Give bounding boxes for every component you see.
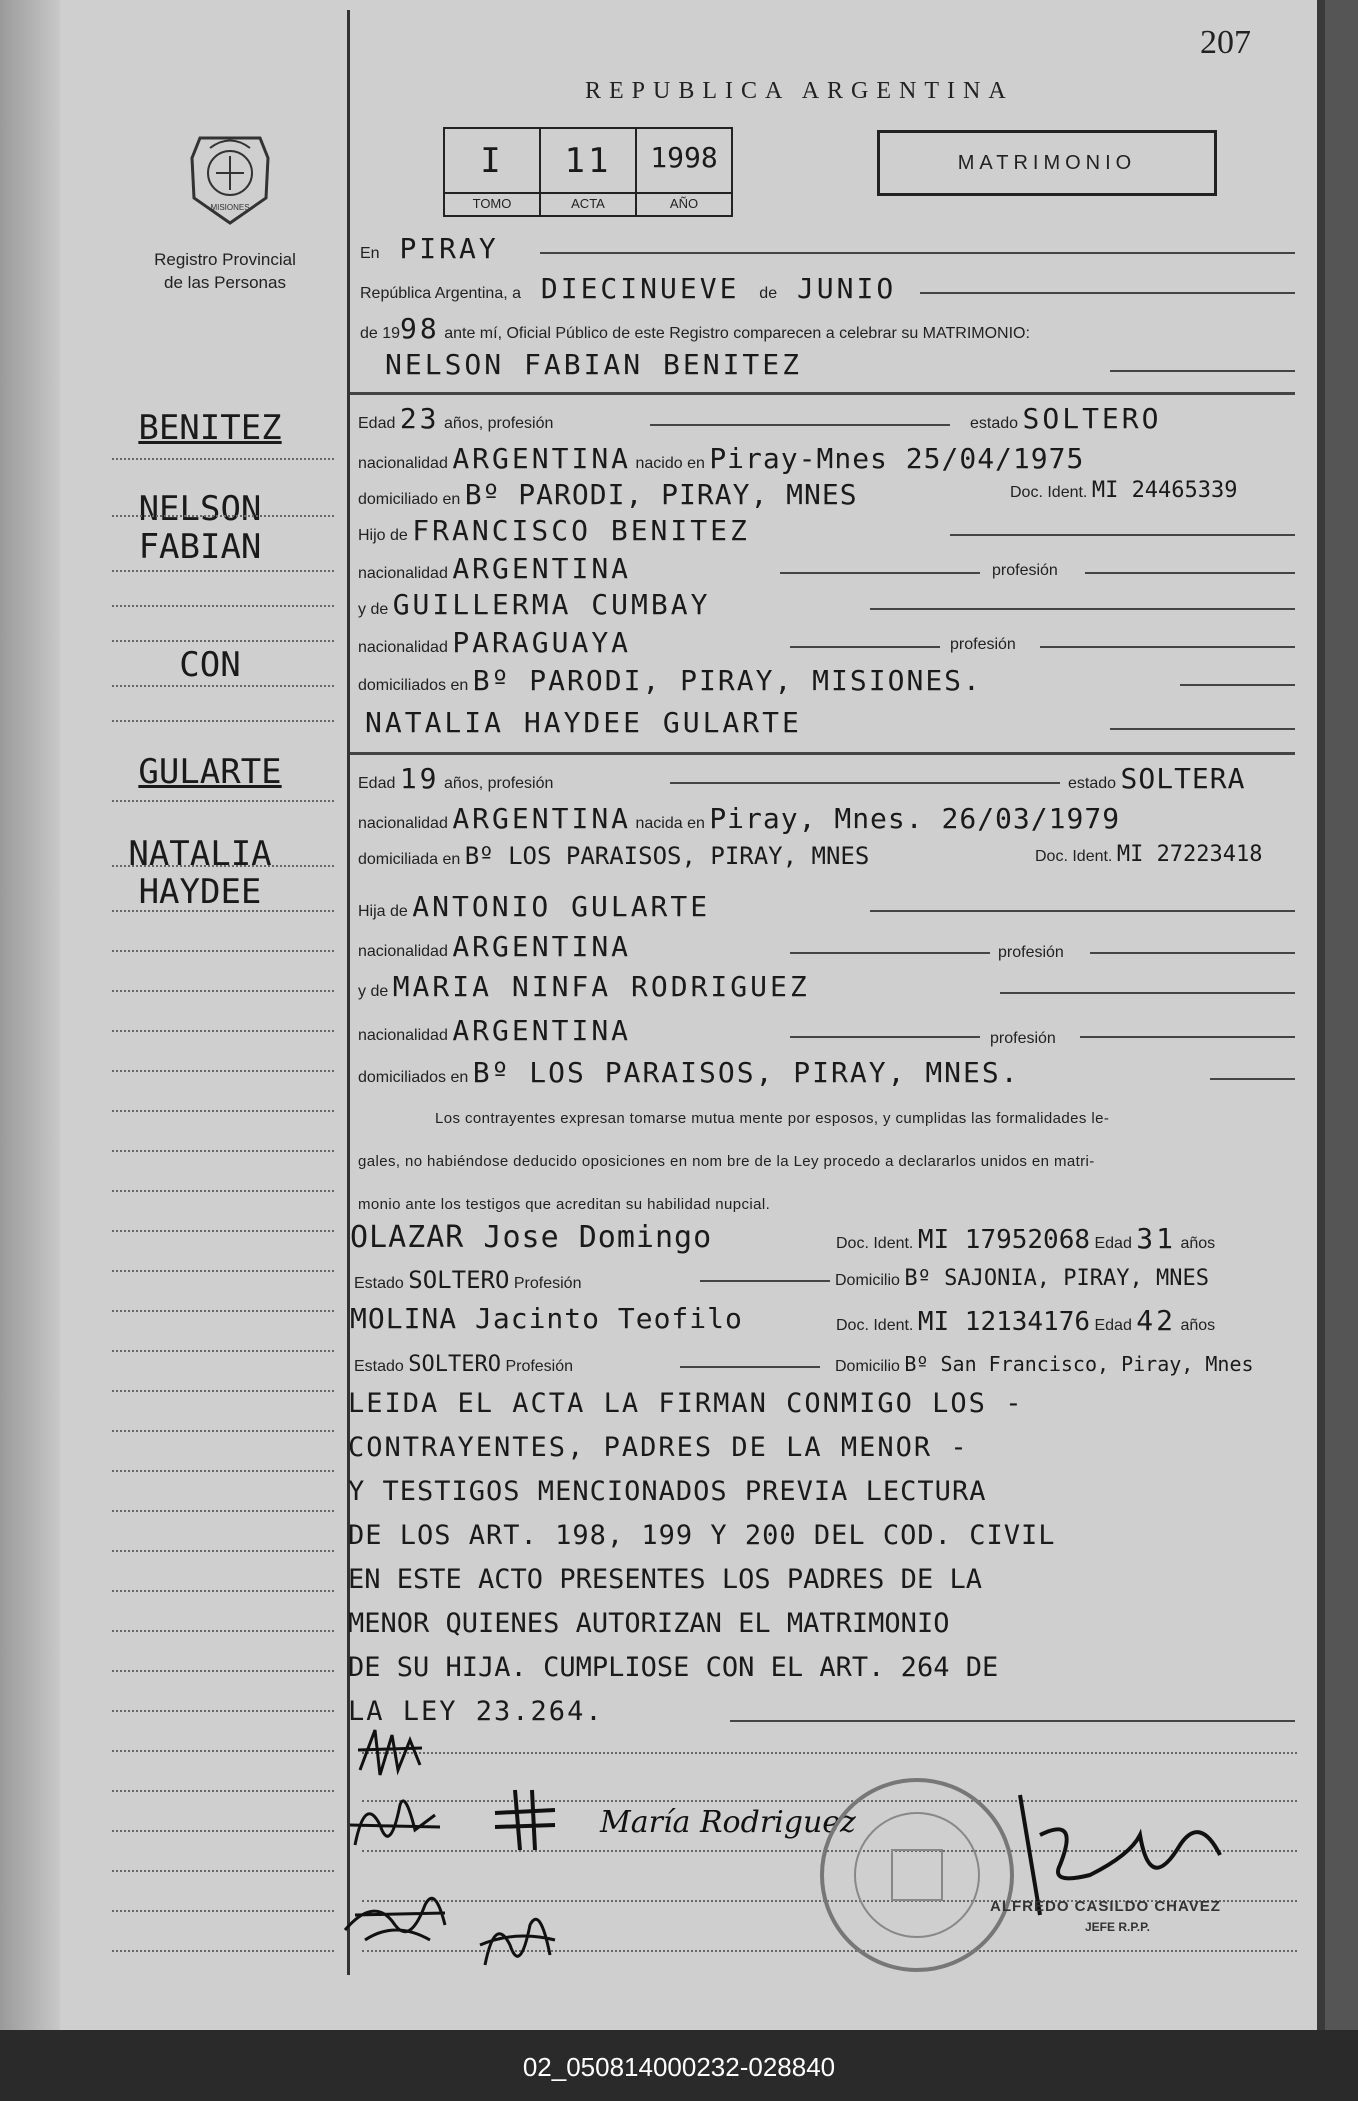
signature-scribble bbox=[345, 1785, 445, 1865]
declaration-line-3: monio ante los testigos que acreditan su habilidad nupcial. bbox=[358, 1196, 771, 1213]
signature-scribble bbox=[335, 1875, 455, 1955]
witness-2-doc-line: Doc. Ident. MI 12134176 Edad 42 años bbox=[836, 1304, 1216, 1337]
official-title: JEFE R.P.P. bbox=[1085, 1920, 1150, 1934]
groom-given-names: NELSON FABIAN bbox=[138, 489, 262, 567]
official-name: ALFREDO CASILDO CHAVEZ bbox=[990, 1898, 1221, 1915]
bride-age-line: Edad 19 años, profesión bbox=[358, 762, 554, 795]
witness-1-name: OLAZAR Jose Domingo bbox=[350, 1220, 713, 1255]
signature-scribble bbox=[470, 1895, 560, 1985]
bride-mother-profession-label: profesión bbox=[990, 1030, 1056, 1047]
groom-father-profession-label: profesión bbox=[992, 562, 1058, 579]
registry-label: Registro Provincial de las Personas bbox=[154, 250, 296, 292]
tomo-cell: I TOMO bbox=[445, 129, 541, 215]
groom-marital-status: estado SOLTERO bbox=[970, 402, 1162, 435]
groom-mother-line: y de GUILLERMA CUMBAY bbox=[358, 588, 711, 621]
witness-2-status-line: Estado SOLTERO Profesión bbox=[354, 1352, 574, 1377]
note-line: LEIDA EL ACTA LA FIRMAN CONMIGO LOS - bbox=[348, 1388, 1024, 1419]
groom-mother-nationality: nacionalidad PARAGUAYA bbox=[358, 626, 632, 659]
anio-cell: 1998 AÑO bbox=[637, 129, 731, 215]
note-line: DE LOS ART. 198, 199 Y 200 DEL COD. CIVIL bbox=[348, 1520, 1056, 1551]
note-line: LA LEY 23.264. bbox=[348, 1696, 604, 1727]
note-line: EN ESTE ACTO PRESENTES LOS PADRES DE LA bbox=[348, 1564, 982, 1595]
groom-mother-profession-label: profesión bbox=[950, 636, 1016, 653]
place-line: En PIRAY bbox=[360, 232, 499, 265]
bride-address-line: domiciliada en Bº LOS PARAISOS, PIRAY, MNES bbox=[358, 842, 870, 870]
connector-word: CON bbox=[179, 645, 241, 685]
scan-filename: 02_050814000232-028840 bbox=[522, 2052, 836, 2082]
date-line: República Argentina, a DIECINUEVE de JUNIO bbox=[360, 272, 897, 305]
groom-father-nationality: nacionalidad ARGENTINA bbox=[358, 552, 632, 585]
reference-box bbox=[443, 127, 733, 217]
svg-text:MISIONES: MISIONES bbox=[210, 203, 250, 212]
official-seal-icon bbox=[812, 1770, 1022, 1980]
witness-1-address-line: Domicilio Bº SAJONIA, PIRAY, MNES bbox=[835, 1266, 1209, 1291]
country-heading: REPUBLICA ARGENTINA bbox=[585, 78, 1014, 104]
book-spine bbox=[0, 0, 60, 2030]
bride-given-names: NATALIA HAYDEE bbox=[128, 834, 272, 912]
groom-parents-address: domiciliados en Bº PARODI, PIRAY, MISIONES. bbox=[358, 664, 982, 697]
declaration-line-2: gales, no habiéndose deducido oposiciones en nom bre de la Ley procedo a declararlos unidos en matri- bbox=[358, 1153, 1095, 1170]
note-line: Y TESTIGOS MENCIONADOS PREVIA LECTURA bbox=[348, 1476, 987, 1507]
bride-mother-nationality: nacionalidad ARGENTINA bbox=[358, 1014, 632, 1047]
witness-2-name: MOLINA Jacinto Teofilo bbox=[350, 1302, 743, 1335]
note-line: DE SU HIJA. CUMPLIOSE CON EL ART. 264 DE bbox=[348, 1652, 999, 1683]
groom-full-name: NELSON FABIAN BENITEZ bbox=[385, 348, 803, 381]
groom-age-line: Edad 23 años, profesión bbox=[358, 402, 554, 435]
witness-2-address-line: Domicilio Bº San Francisco, Piray, Mnes bbox=[835, 1352, 1254, 1376]
bride-marital-status: estado SOLTERA bbox=[1068, 762, 1246, 795]
acta-cell: 11 ACTA bbox=[541, 129, 637, 215]
groom-surname: BENITEZ bbox=[138, 408, 282, 448]
bride-doc-line: Doc. Ident. MI 27223418 bbox=[1035, 842, 1263, 867]
bride-father-nationality: nacionalidad ARGENTINA bbox=[358, 930, 632, 963]
mother-signature: María Rodriguez bbox=[600, 1805, 856, 1840]
witness-1-status-line: Estado SOLTERO Profesión bbox=[354, 1266, 582, 1294]
bride-father-profession-label: profesión bbox=[998, 944, 1064, 961]
bride-parents-address: domiciliados en Bº LOS PARAISOS, PIRAY, MNES. bbox=[358, 1056, 1020, 1089]
groom-address-line: domiciliado en Bº PARODI, PIRAY, MNES bbox=[358, 478, 858, 511]
signature-scribble bbox=[350, 1720, 430, 1790]
note-line: MENOR QUIENES AUTORIZAN EL MATRIMONIO bbox=[348, 1608, 950, 1639]
book-edge bbox=[1325, 0, 1358, 2030]
bride-nationality-line: nacionalidad ARGENTINA nacida en Piray, Mnes. 26/03/1979 bbox=[358, 802, 1121, 835]
declaration-line-1: Los contrayentes expresan tomarse mutua mente por esposos, y cumplidas las formalidades le- bbox=[435, 1110, 1110, 1127]
coat-of-arms-icon bbox=[180, 128, 280, 228]
signature-cross bbox=[490, 1785, 560, 1855]
document-type-box: MATRIMONIO bbox=[877, 130, 1217, 196]
groom-father-line: Hijo de FRANCISCO BENITEZ bbox=[358, 514, 750, 547]
note-line: CONTRAYENTES, PADRES DE LA MENOR - bbox=[348, 1432, 969, 1463]
groom-nationality-line: nacionalidad ARGENTINA nacido en Piray-Mnes 25/04/1975 bbox=[358, 442, 1085, 475]
notes-block bbox=[348, 1388, 1303, 1740]
bride-surname: GULARTE bbox=[138, 752, 282, 792]
page-number: 207 bbox=[1200, 24, 1251, 61]
year-line: de 1998 ante mí, Oficial Público de este Registro comparecen a celebrar su MATRIMONIO: bbox=[360, 312, 1030, 345]
witness-1-doc-line: Doc. Ident. MI 17952068 Edad 31 años bbox=[836, 1222, 1216, 1255]
groom-doc-line: Doc. Ident. MI 24465339 bbox=[1010, 478, 1238, 503]
bride-full-name: NATALIA HAYDEE GULARTE bbox=[365, 706, 802, 739]
bride-father-line: Hija de ANTONIO GULARTE bbox=[358, 890, 711, 923]
bride-mother-line: y de MARIA NINFA RODRIGUEZ bbox=[358, 970, 810, 1003]
